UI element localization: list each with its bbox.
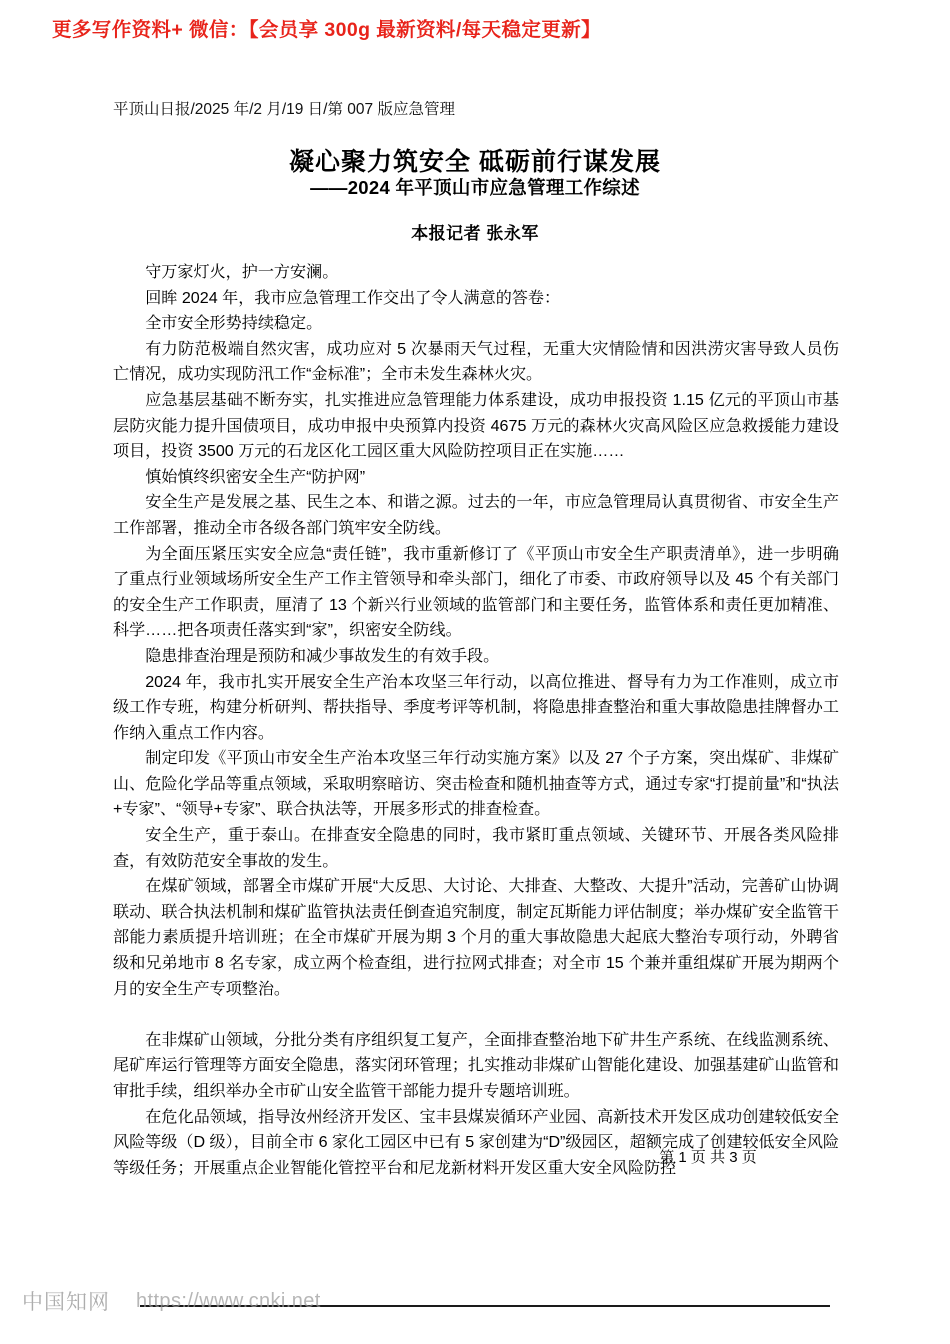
article-paragraph: 有力防范极端自然灾害，成功应对 5 次暴雨天气过程，无重大灾情险情和因洪涝灾害导致人员伤亡情况，成功实现防汛工作“金标准”；全市未发生森林火灾。 [113,339,839,384]
article-paragraph: 安全生产，重于泰山。在排查安全隐患的同时，我市紧盯重点领域、关键环节、开展各类风险排查，有效防范安全事故的发生。 [113,826,839,870]
article-paragraph: 在煤矿领域，部署全市煤矿开展“大反思、大讨论、大排查、大整改、大提升”活动，完善矿山协调联动、联合执法机制和煤矿监管执法责任倒查追究制度，制定瓦斯能力评估制度；举办煤矿安全监管干部能力素质提升培训班；在全市煤矿开展为期 3 个月的重大事故隐患大起底大整治专项行动，外聘省级和兄弟地市 8 名专家，成立两个检查组，进行拉网式排查；对全市 15 个兼并重组煤矿开展为期两个月的安全生产专项整治。 [113,877,839,998]
article-paragraph: 守万家灯火，护一方安澜。 [145,263,339,281]
promo-banner: 更多写作资料+ 微信：【会员享 300g 最新资料/每天稳定更新】 [52,19,601,41]
article-paragraph: 2024 年，我市扎实开展安全生产治本攻坚三年行动，以高位推进、督导有力为工作准则，成立市级工作专班，构建分析研判、帮扶指导、季度考评等机制，将隐患排查整治和重大事故隐患挂牌督办工作纳入重点工作内容。 [113,672,839,742]
article-paragraph: 应急基层基础不断夯实，扎实推进应急管理能力体系建设，成功申报投资 1.15 亿元的平顶山市基层防灾能力提升国债项目，成功申报中央预算内投资 4675 万元的森林火灾高风险区应急救援能力建设项目，投资 3500 万元的石龙区化工园区重大风险防控项目正在实施…… [113,390,839,461]
page-footer [0,1146,950,1167]
article-paragraph: 在非煤矿山领域，分批分类有序组织复工复产，全面排查整治地下矿井生产系统、在线监测系统、尾矿库运行管理等方面安全隐患，落实闭环管理；扎实推动非煤矿山智能化建设、加强基建矿山监管和审批手续，组织举办全市矿山安全监管干部能力提升专题培训班。 [113,1030,839,1100]
document-page [0,60,950,1240]
cnki-name-label: 中国知网 [22,1291,110,1314]
article-paragraph: 慎始慎终织密安全生产“防护网” [145,467,366,486]
cnki-watermark [22,1286,321,1316]
source-citation: 平顶山日报/2025 年/2 月/19 日/第 007 版应急管理 [113,101,455,118]
cnki-url-label: https://www.cnki.net [136,1289,321,1312]
page-title: 凝心聚力筑安全 砥砺前行谋发展 [289,148,661,176]
article-paragraph: 回眸 2024 年，我市应急管理工作交出了令人满意的答卷： [145,288,561,307]
page-subtitle: ——2024 年平顶山市应急管理工作综述 [310,177,640,198]
page-number-label: 第 1 页 共 3 页 [659,1149,757,1166]
article-body [113,260,839,1181]
article-paragraph: 隐患排查治理是预防和减少事故发生的有效手段。 [145,646,500,665]
article-paragraph: 制定印发《平顶山市安全生产治本攻坚三年行动实施方案》以及 27 个子方案，突出煤矿、非煤矿山、危险化学品等重点领域，采取明察暗访、突击检查和随机抽查等方式，通过专家“打提前量”和“执法+专家”、“领导+专家”、联合执法等，开展多形式的排查检查。 [113,749,839,819]
article-paragraph: 安全生产是发展之基、民生之本、和谐之源。过去的一年，市应急管理局认真贯彻省、市安全生产工作部署，推动全市各级各部门筑牢安全防线。 [113,493,839,537]
article-paragraph: 为全面压紧压实安全应急“责任链”，我市重新修订了《平顶山市安全生产职责清单》，进一步明确了重点行业领域场所安全生产工作主管领导和牵头部门，细化了市委、市政府领导以及 45 个有关部门的安全生产工作职责，厘清了 13 个新兴行业领域的监管部门和主要任务，监管体系和责任更加精准、科学……把各项责任落实到“家”，织密安全防线。 [113,544,839,640]
article-paragraph: 在危化品领域，指导汝州经济开发区、宝丰县煤炭循环产业园、高新技术开发区成功创建较低安全风险等级（D 级），目前全市 6 家化工园区中已有 5 家创建为“D”级园区，超额完成了创建较低安全风险等级任务；开展重点企业智能化管控平台和尼龙新材料开发区重大安全风险防控 [113,1107,840,1177]
article-paragraph: 全市安全形势持续稳定。 [145,314,323,333]
byline: 本报记者 张永军 [411,224,539,243]
